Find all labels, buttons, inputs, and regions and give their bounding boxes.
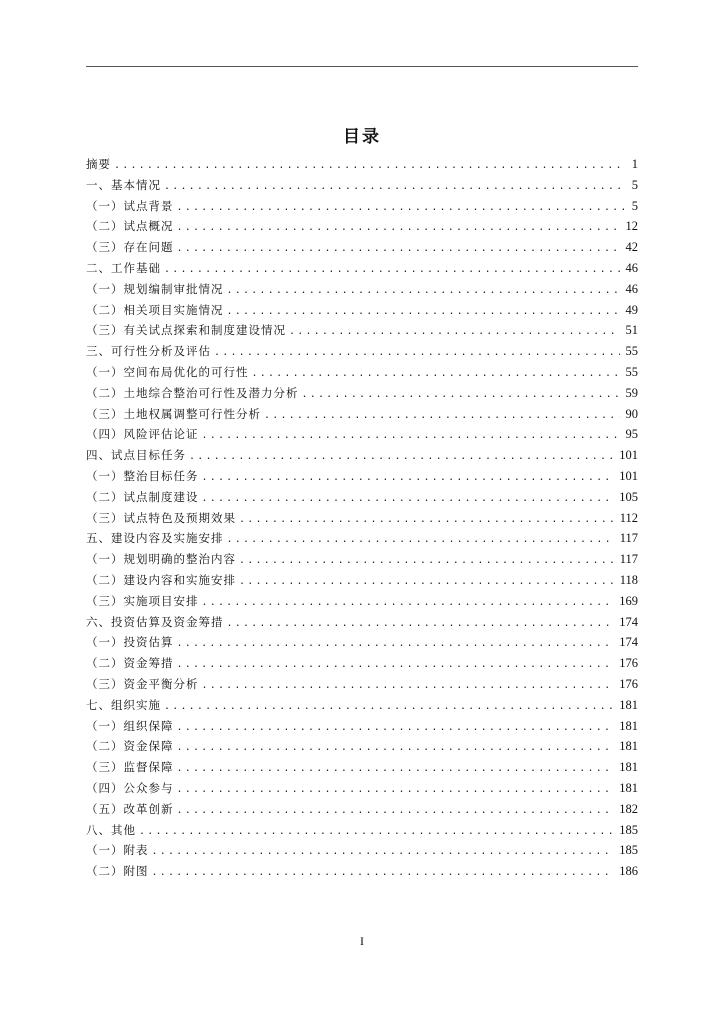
toc-entry-label: （三）监督保障 — [86, 760, 174, 775]
toc-entry-label: 一、基本情况 — [86, 177, 161, 192]
toc-entry[interactable] — [86, 508, 638, 529]
toc-entry-page: 5 — [631, 198, 638, 213]
toc-entry-label: （四）风险评估论证 — [86, 427, 199, 442]
toc-entry[interactable] — [86, 216, 638, 237]
toc-entry-page: 59 — [625, 385, 638, 400]
toc-entry[interactable] — [86, 736, 638, 757]
toc-entry[interactable] — [86, 549, 638, 570]
toc-entry[interactable] — [86, 445, 638, 466]
toc-entry-label: 八、其他 — [86, 822, 136, 837]
toc-entry-page: 174 — [619, 635, 638, 650]
toc-entry[interactable] — [86, 695, 638, 716]
toc-entry-page: 90 — [625, 406, 638, 421]
toc-dot-leader — [152, 842, 614, 861]
toc-entry-label: （四）公众参与 — [86, 780, 174, 795]
table-of-contents — [86, 154, 638, 882]
toc-entry[interactable] — [86, 466, 638, 487]
toc-entry-label: （三）有关试点探索和制度建设情况 — [86, 323, 286, 338]
toc-entry[interactable] — [86, 320, 638, 341]
toc-dot-leader — [164, 177, 626, 196]
toc-entry-page: 118 — [619, 572, 638, 587]
toc-entry-page: 185 — [619, 822, 638, 837]
toc-entry-page: 169 — [619, 593, 638, 608]
toc-entry[interactable] — [86, 404, 638, 425]
toc-entry[interactable] — [86, 279, 638, 300]
toc-entry-label: （一）试点背景 — [86, 198, 174, 213]
toc-dot-leader — [302, 385, 620, 404]
toc-entry[interactable] — [86, 820, 638, 841]
toc-entry-label: （二）建设内容和实施安排 — [86, 572, 236, 587]
toc-dot-leader — [214, 343, 620, 362]
toc-dot-leader — [239, 551, 614, 570]
toc-entry[interactable] — [86, 591, 638, 612]
toc-entry-label: （二）相关项目实施情况 — [86, 302, 224, 317]
toc-entry-page: 51 — [625, 323, 638, 338]
toc-entry[interactable] — [86, 632, 638, 653]
toc-entry[interactable] — [86, 383, 638, 404]
toc-entry-page: 181 — [619, 697, 638, 712]
toc-entry-label: （二）土地综合整治可行性及潜力分析 — [86, 385, 299, 400]
toc-entry-page: 42 — [625, 240, 638, 255]
page-number: I — [360, 934, 364, 948]
toc-dot-leader — [202, 489, 614, 508]
toc-dot-leader — [164, 697, 613, 716]
toc-entry[interactable] — [86, 674, 638, 695]
toc-dot-leader — [177, 655, 614, 674]
toc-entry-page: 55 — [625, 344, 638, 359]
toc-dot-leader — [239, 572, 614, 591]
toc-entry-page: 117 — [619, 531, 638, 546]
toc-entry-label: 四、试点目标任务 — [86, 448, 186, 463]
toc-entry[interactable] — [86, 757, 638, 778]
toc-entry-label: （一）整治目标任务 — [86, 468, 199, 483]
toc-entry-label: （三）实施项目安排 — [86, 593, 199, 608]
toc-entry[interactable] — [86, 612, 638, 633]
toc-dot-leader — [252, 364, 620, 383]
toc-entry-page: 185 — [619, 843, 638, 858]
toc-dot-leader — [177, 738, 614, 757]
toc-entry-label: （二）试点概况 — [86, 219, 174, 234]
toc-entry-label: （二）附图 — [86, 864, 149, 879]
toc-entry-page: 181 — [619, 718, 638, 733]
toc-dot-leader — [177, 718, 614, 737]
toc-entry-page: 101 — [619, 448, 638, 463]
toc-entry-label: （五）改革创新 — [86, 801, 174, 816]
toc-entry-label: （二）资金筹措 — [86, 656, 174, 671]
toc-entry-page: 46 — [625, 260, 638, 275]
toc-entry-page: 55 — [625, 364, 638, 379]
toc-entry-page: 46 — [625, 281, 638, 296]
toc-entry[interactable] — [86, 300, 638, 321]
toc-dot-leader — [139, 822, 613, 841]
toc-entry[interactable] — [86, 528, 638, 549]
toc-dot-leader — [202, 468, 614, 487]
toc-title: 目录 — [343, 127, 381, 147]
toc-dot-leader — [177, 198, 626, 217]
toc-entry[interactable] — [86, 778, 638, 799]
toc-dot-leader — [189, 447, 613, 466]
toc-entry[interactable] — [86, 840, 638, 861]
toc-entry-page: 12 — [625, 219, 638, 234]
toc-entry[interactable] — [86, 341, 638, 362]
toc-entry-label: （三）试点特色及预期效果 — [86, 510, 236, 525]
toc-entry-page: 49 — [625, 302, 638, 317]
toc-dot-leader — [164, 260, 620, 279]
toc-entry-page: 5 — [631, 177, 638, 192]
toc-entry-label: （一）投资估算 — [86, 635, 174, 650]
header-rule — [86, 66, 638, 67]
toc-entry-label: （一）规划明确的整治内容 — [86, 552, 236, 567]
toc-entry-label: （三）土地权属调整可行性分析 — [86, 406, 261, 421]
toc-dot-leader — [177, 634, 614, 653]
toc-entry[interactable] — [86, 570, 638, 591]
toc-entry-label: （一）规划编制审批情况 — [86, 281, 224, 296]
toc-dot-leader — [114, 156, 626, 175]
toc-dot-leader — [177, 759, 614, 778]
toc-dot-leader — [227, 281, 620, 300]
toc-entry-page: 181 — [619, 780, 638, 795]
toc-entry-page: 181 — [619, 739, 638, 754]
toc-entry[interactable] — [86, 487, 638, 508]
toc-dot-leader — [289, 322, 620, 341]
toc-entry-label: （二）资金保障 — [86, 739, 174, 754]
toc-dot-leader — [152, 863, 614, 882]
toc-dot-leader — [264, 406, 620, 425]
toc-entry[interactable] — [86, 799, 638, 820]
toc-entry-label: （三）存在问题 — [86, 240, 174, 255]
toc-dot-leader — [177, 239, 620, 258]
toc-entry-label: 三、可行性分析及评估 — [86, 344, 211, 359]
toc-dot-leader — [202, 426, 620, 445]
toc-entry[interactable] — [86, 258, 638, 279]
toc-entry-page: 174 — [619, 614, 638, 629]
toc-entry-label: 七、组织实施 — [86, 697, 161, 712]
toc-dot-leader — [227, 302, 620, 321]
toc-dot-leader — [202, 676, 614, 695]
toc-entry[interactable] — [86, 154, 638, 175]
toc-entry-label: （三）资金平衡分析 — [86, 676, 199, 691]
toc-entry-label: 摘要 — [86, 157, 111, 171]
toc-dot-leader — [227, 530, 614, 549]
toc-entry-page: 117 — [619, 552, 638, 567]
toc-dot-leader — [177, 218, 620, 237]
toc-entry[interactable] — [86, 716, 638, 737]
toc-entry-page: 95 — [625, 427, 638, 442]
toc-entry-label: （一）组织保障 — [86, 718, 174, 733]
toc-entry[interactable] — [86, 424, 638, 445]
toc-entry-label: （一）空间布局优化的可行性 — [86, 364, 249, 379]
toc-entry-label: 五、建设内容及实施安排 — [86, 531, 224, 546]
toc-entry-label: （二）试点制度建设 — [86, 489, 199, 504]
toc-entry[interactable] — [86, 237, 638, 258]
toc-dot-leader — [177, 801, 614, 820]
toc-dot-leader — [177, 780, 614, 799]
toc-entry-page: 1 — [631, 157, 638, 171]
toc-entry[interactable] — [86, 196, 638, 217]
toc-dot-leader — [227, 614, 614, 633]
toc-entry-label: 六、投资估算及资金筹措 — [86, 614, 224, 629]
toc-entry-page: 112 — [619, 510, 638, 525]
toc-entry-page: 182 — [619, 801, 638, 816]
toc-entry-page: 181 — [619, 760, 638, 775]
toc-entry[interactable] — [86, 653, 638, 674]
toc-entry-page: 105 — [619, 489, 638, 504]
toc-entry[interactable] — [86, 175, 638, 196]
toc-entry-page: 101 — [619, 468, 638, 483]
toc-entry[interactable] — [86, 362, 638, 383]
toc-entry[interactable] — [86, 861, 638, 882]
toc-entry-label: 二、工作基础 — [86, 260, 161, 275]
toc-entry-page: 186 — [619, 864, 638, 879]
toc-dot-leader — [202, 593, 614, 612]
toc-dot-leader — [239, 510, 614, 529]
toc-entry-page: 176 — [619, 676, 638, 691]
toc-entry-label: （一）附表 — [86, 843, 149, 858]
toc-entry-page: 176 — [619, 656, 638, 671]
